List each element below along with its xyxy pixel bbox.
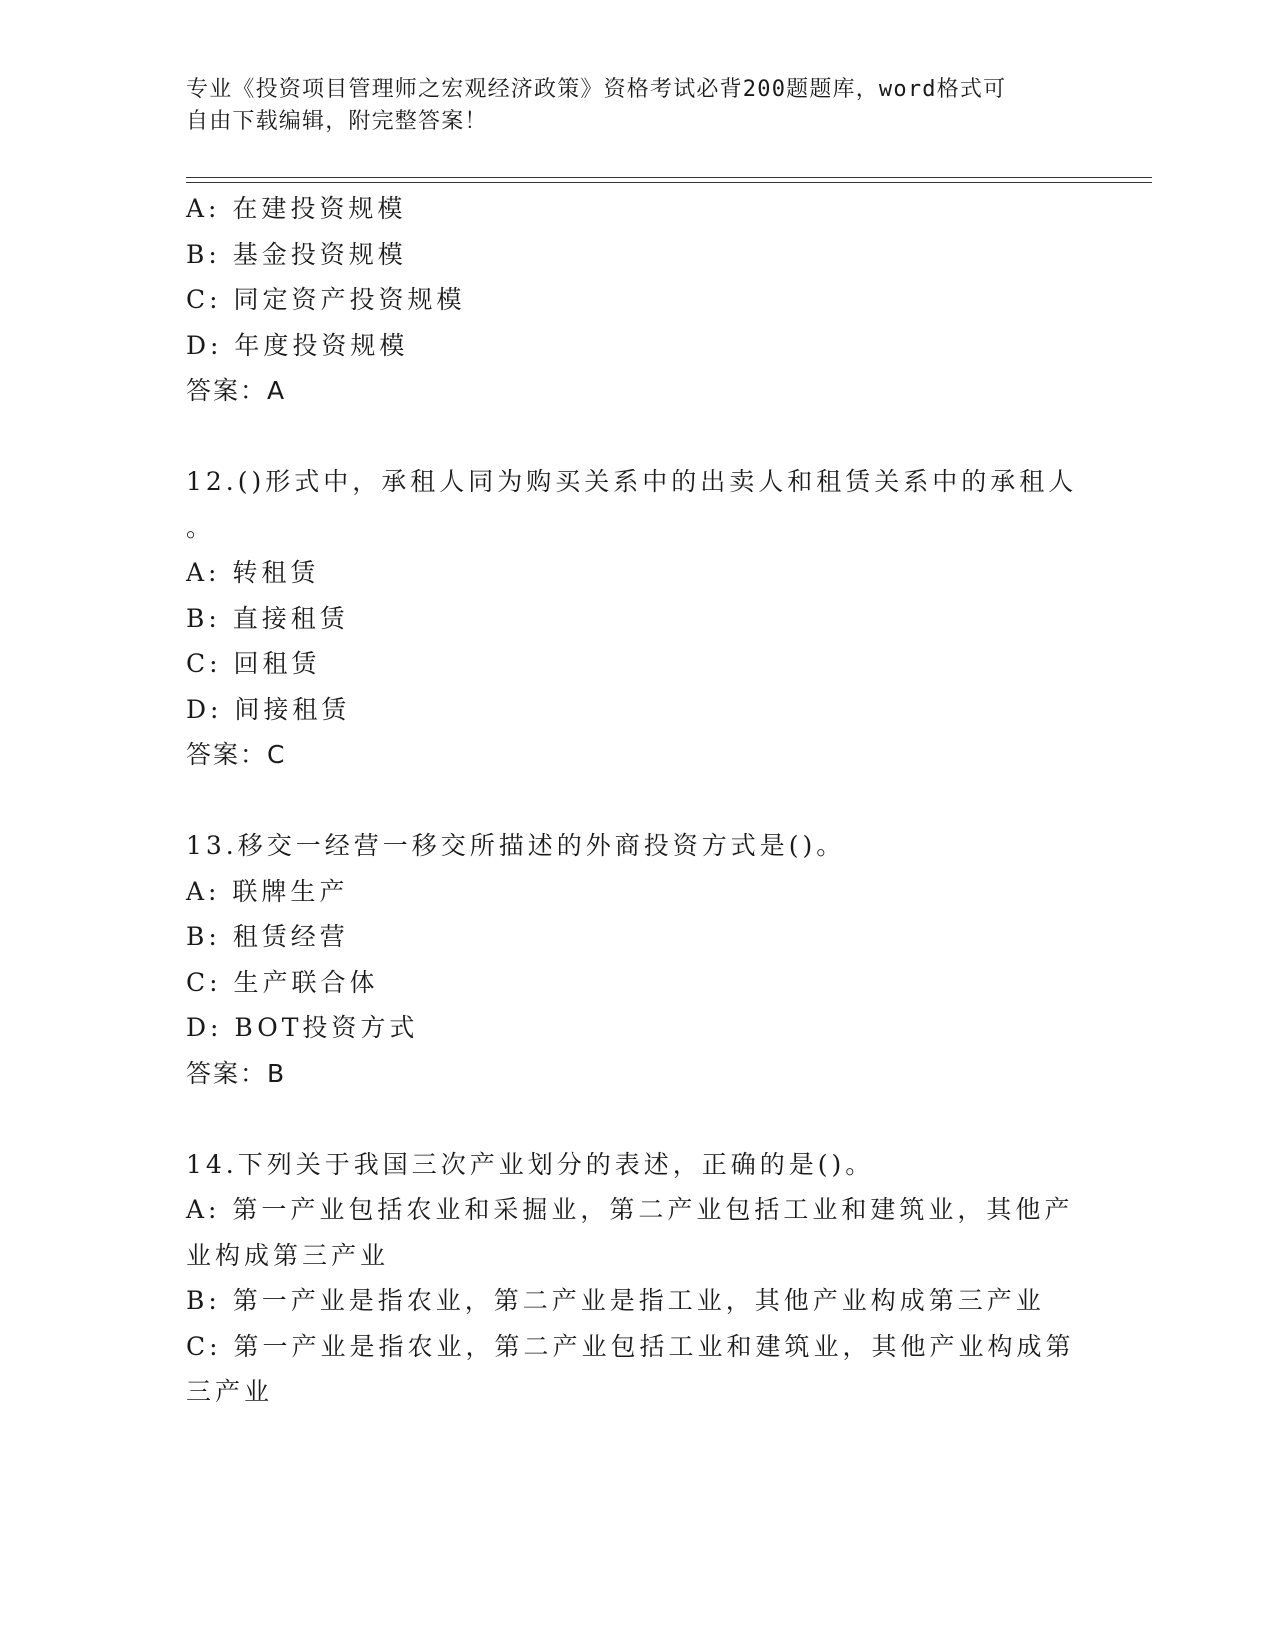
question-11-continued	[186, 186, 1086, 414]
question-13	[186, 823, 1086, 1096]
option-c: C: 第一产业是指农业，第二产业包括工业和建筑业，其他产业构成第	[186, 1331, 1075, 1361]
option-c: C: 回租赁	[186, 649, 321, 678]
option-d: D: BOT投资方式	[186, 1013, 419, 1042]
spacer	[186, 414, 1086, 460]
document-body	[186, 186, 1086, 1415]
option-a: A: 第一产业包括农业和采掘业，第二产业包括工业和建筑业，其他产	[186, 1195, 1074, 1224]
document-header	[186, 74, 1066, 138]
answer-line: 答案：A	[186, 376, 287, 405]
question-stem-continued: 。	[186, 512, 216, 542]
option-d: D: 间接租赁	[186, 694, 351, 724]
option-a: A: 转租赁	[186, 558, 320, 587]
question-stem: 14.下列关于我国三次产业划分的表述，正确的是()。	[186, 1149, 875, 1179]
option-d: D: 年度投资规模	[186, 330, 409, 360]
spacer	[186, 778, 1086, 824]
question-stem: 12.()形式中，承租人同为购买关系中的出卖人和租赁关系中的承租人	[186, 467, 1078, 496]
option-c: C: 生产联合体	[186, 967, 379, 997]
option-a-continued: 业构成第三产业	[186, 1240, 390, 1270]
header-divider-bottom	[186, 182, 1152, 183]
answer-line: 答案：B	[186, 1058, 287, 1088]
option-b: B: 第一产业是指农业，第二产业是指工业，其他产业构成第三产业	[186, 1286, 1045, 1315]
option-b: B: 租赁经营	[186, 922, 349, 951]
option-b: B: 直接租赁	[186, 603, 349, 633]
question-14	[186, 1142, 1086, 1415]
option-a: A: 在建投资规模	[186, 194, 407, 223]
option-b: B: 基金投资规模	[186, 239, 407, 269]
question-12	[186, 459, 1086, 778]
header-line-1: 专业《投资项目管理师之宏观经济政策》资格考试必背200题题库，word格式可	[186, 77, 1007, 102]
option-a: A: 联牌生产	[186, 876, 349, 906]
spacer	[186, 1096, 1086, 1142]
question-stem: 13.移交一经营一移交所描述的外商投资方式是()。	[186, 831, 846, 860]
header-divider-top	[186, 177, 1152, 178]
answer-line: 答案：C	[186, 740, 287, 769]
option-c: C: 同定资产投资规模	[186, 285, 466, 314]
header-line-2: 自由下载编辑，附完整答案！	[186, 109, 488, 134]
option-c-continued: 三产业	[186, 1377, 274, 1406]
